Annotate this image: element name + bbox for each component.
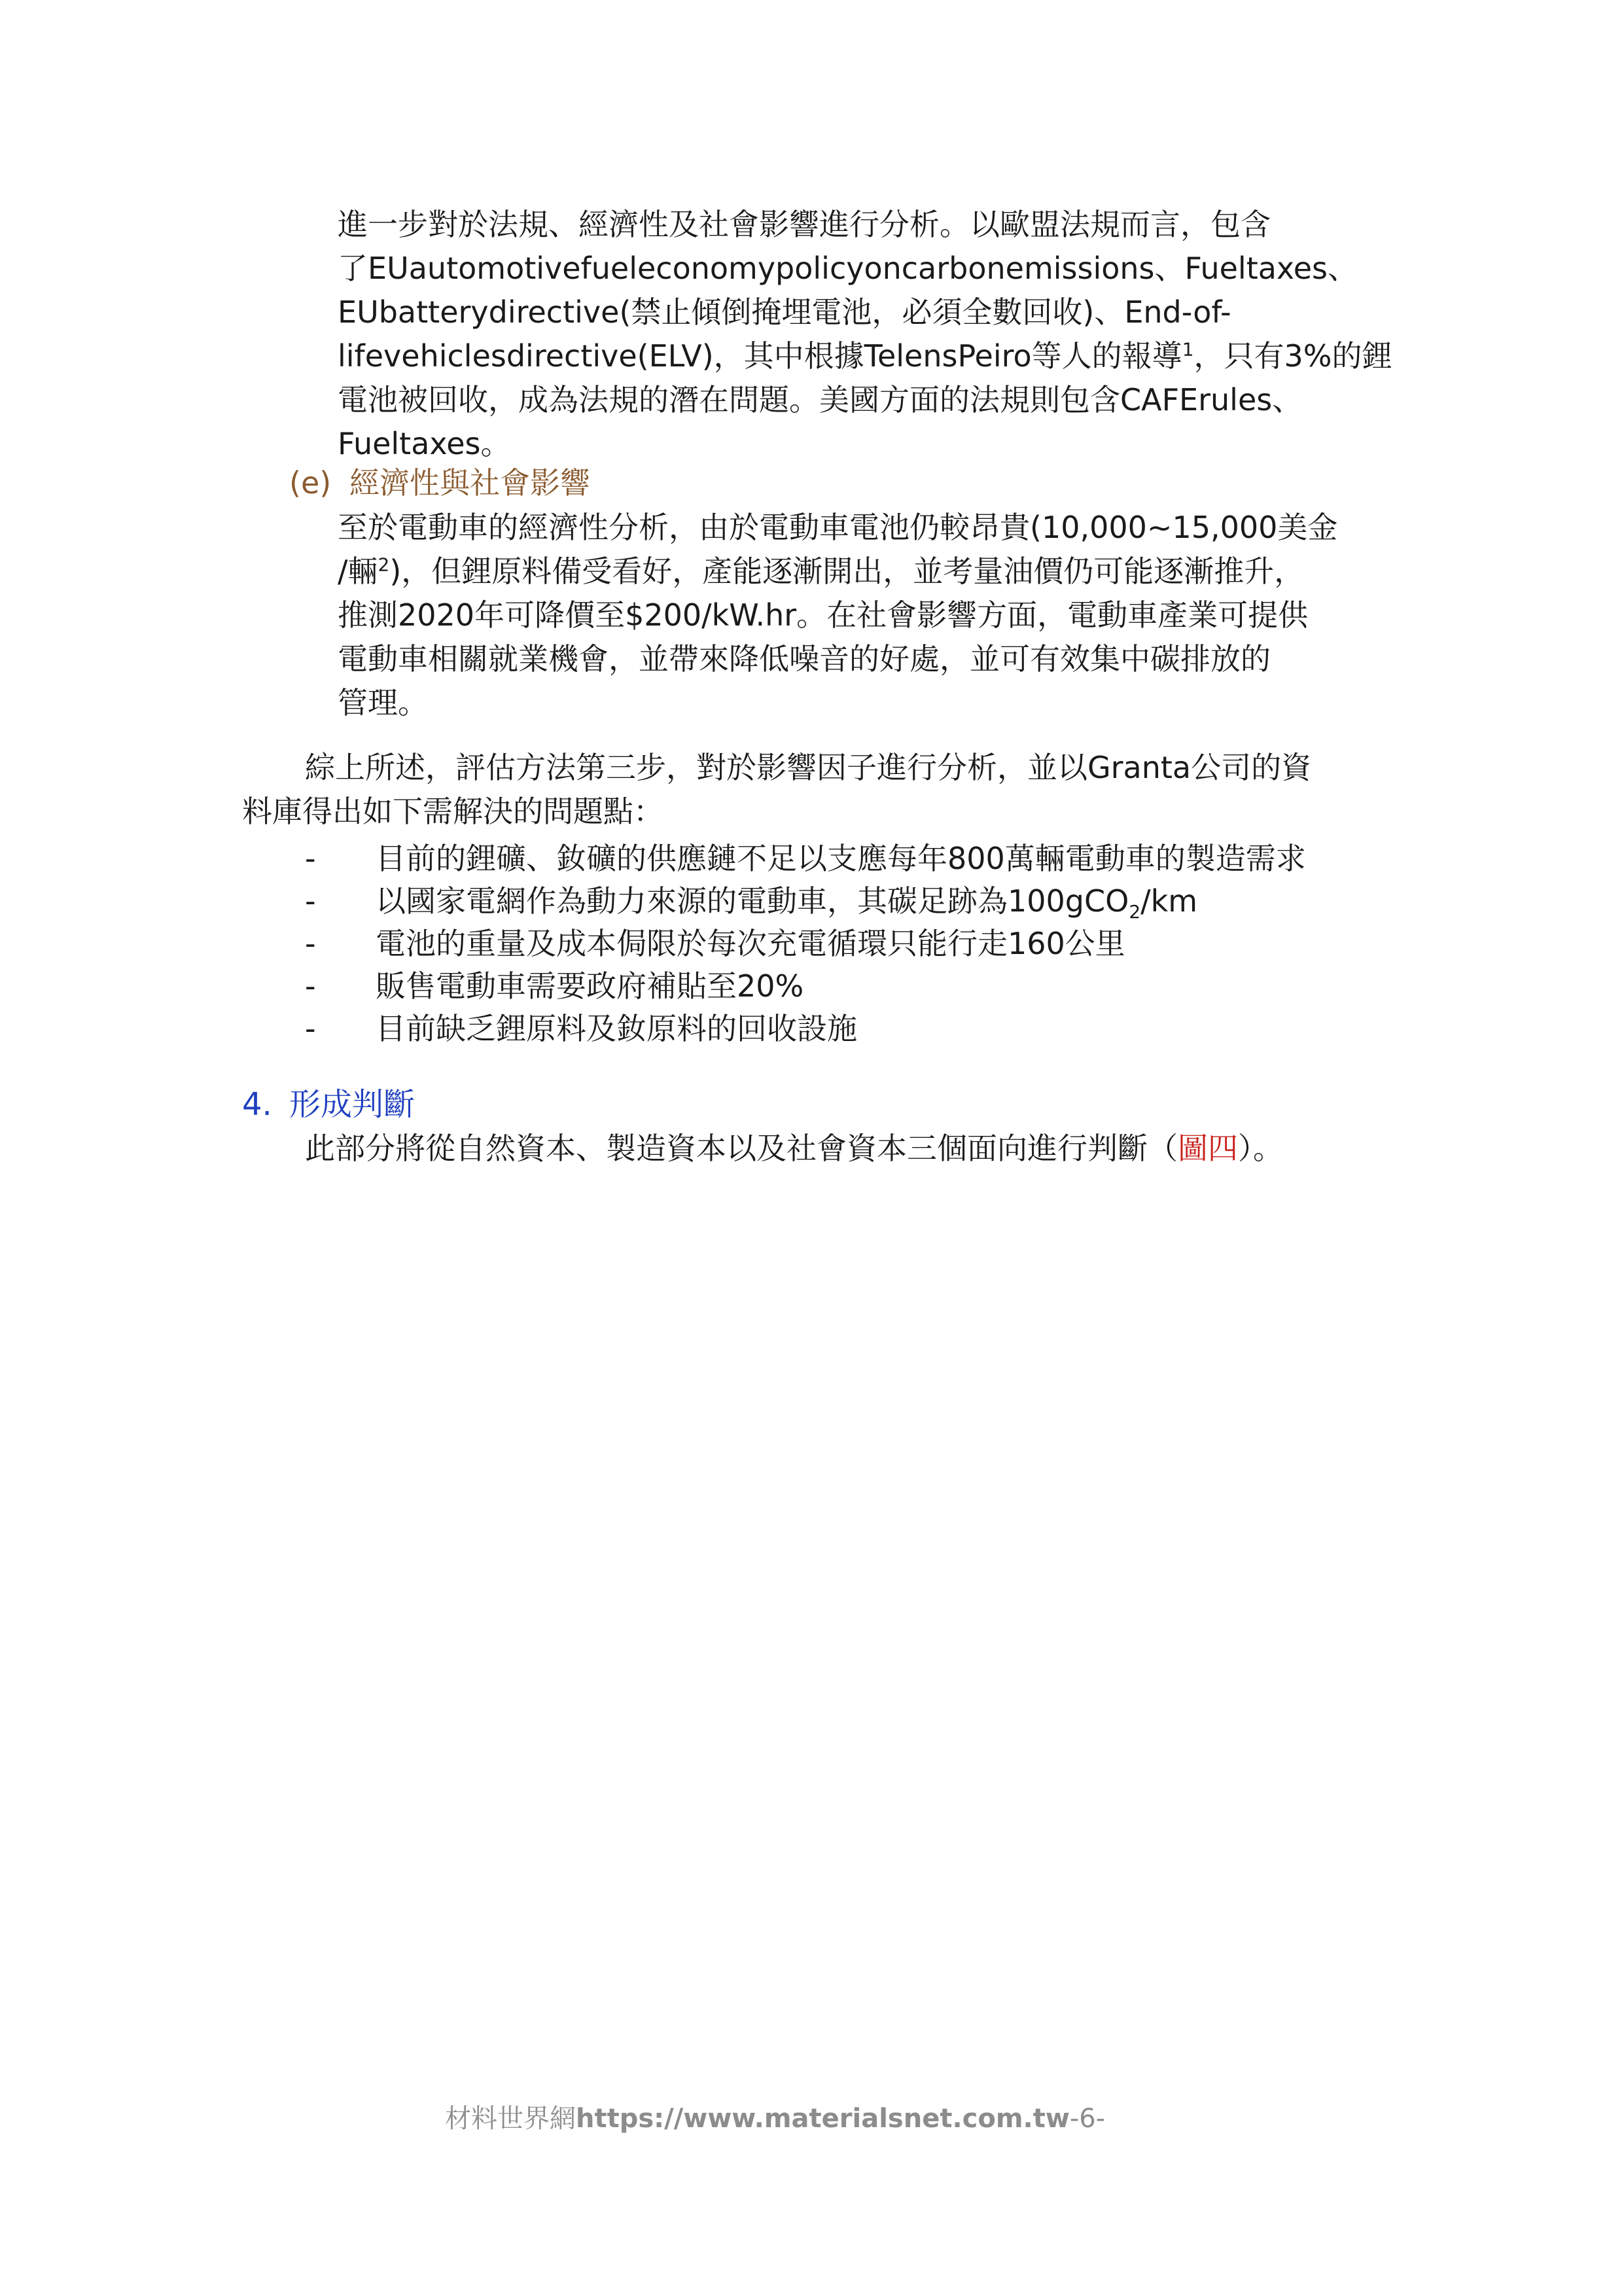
sub-heading-number: (e): [289, 465, 332, 501]
list-item: [305, 965, 1306, 1008]
bullet-dash: -: [305, 1011, 316, 1046]
bullet-dash: -: [305, 926, 316, 961]
issues-list: [305, 838, 1306, 1050]
subscript: 2: [1129, 901, 1141, 923]
text-segment: /輛: [338, 554, 378, 589]
text-line: 進一步對於法規、經濟性及社會影響進行分析。以歐盟法規而言，包含: [338, 207, 1271, 242]
text-segment: 此部分將從自然資本、製造資本以及社會資本三個面向進行判斷（: [305, 1131, 1178, 1166]
bullet-dash: -: [305, 841, 316, 876]
list-item: [305, 1008, 1306, 1050]
list-item-text: 目前缺乏鋰原料及釹原料的回收設施: [376, 1011, 857, 1046]
text-line: [305, 1127, 1283, 1171]
economy-paragraph: [338, 506, 1337, 725]
text-segment: )，但鋰原料備受看好，產能逐漸開出，並考量油價仍可能逐漸推升，: [389, 554, 1305, 589]
text-line: [338, 550, 1337, 593]
summary-paragraph: [242, 746, 1311, 834]
text-segment: ）。: [1238, 1131, 1283, 1166]
footnote-mark[interactable]: 2: [378, 554, 390, 576]
bullet-dash: -: [305, 968, 316, 1004]
text-line: Fueltaxes。: [338, 426, 511, 461]
list-item-text: 電池的重量及成本侷限於每次充電循環只能行走160公里: [376, 926, 1125, 961]
list-item-text: 販售電動車需要政府補貼至20%: [376, 968, 804, 1004]
text-line: 推測2020年可降價至$200/kW.hr。在社會影響方面，電動車產業可提供: [338, 597, 1309, 633]
sub-heading-title: 經濟性與社會影響: [349, 465, 590, 501]
page-footer: [445, 2099, 1105, 2138]
section-heading-title: 形成判斷: [289, 1086, 415, 1123]
text-line: 電動車相關就業機會，並帶來降低噪音的好處，並可有效集中碳排放的: [338, 641, 1271, 677]
text-segment: ，只有3%的鋰: [1193, 338, 1392, 374]
text-line: 料庫得出如下需解決的問題點：: [242, 794, 663, 829]
text-line: EUbatterydirective(禁止傾倒掩埋電池，必須全數回收)、End-of-: [338, 294, 1231, 330]
footnote-mark[interactable]: 1: [1182, 338, 1194, 361]
regulation-paragraph: [338, 203, 1392, 466]
footer-url-link[interactable]: https://www.materialsnet.com.tw: [576, 2104, 1070, 2134]
text-line: [338, 334, 1392, 378]
text-line: 至於電動車的經濟性分析，由於電動車電池仍較昂貴(10,000~15,000美金: [338, 510, 1338, 545]
text-line: 管理。: [338, 685, 428, 720]
list-item: [305, 838, 1306, 880]
footer-page-number: -6-: [1069, 2104, 1106, 2134]
text-line: 了EUautomotivefueleconomypolicyoncarbonemissions、Fueltaxes、: [338, 251, 1358, 286]
text-line: 電池被回收，成為法規的潛在問題。美國方面的法規則包含CAFErules、: [338, 382, 1303, 417]
footer-site-name: 材料世界網: [445, 2104, 576, 2134]
text-line: 綜上所述，評估方法第三步，對於影響因子進行分析，並以Granta公司的資: [305, 750, 1312, 785]
figure-reference-link[interactable]: 圖四: [1178, 1131, 1238, 1166]
list-item-text: 目前的鋰礦、釹礦的供應鏈不足以支應每年800萬輛電動車的製造需求: [376, 841, 1306, 876]
sub-heading-economy: [289, 461, 590, 505]
list-item: [305, 923, 1306, 965]
list-item-text: /km: [1140, 883, 1198, 919]
text-segment: lifevehiclesdirective(ELV)，其中根據TelensPeiro等人的報導: [338, 338, 1182, 374]
list-item-text: 以國家電網作為動力來源的電動車，其碳足跡為100gCO: [376, 883, 1129, 919]
bullet-dash: -: [305, 883, 316, 919]
judgement-paragraph: [305, 1127, 1283, 1171]
section-heading-judgement: [242, 1083, 415, 1127]
section-heading-number: 4.: [242, 1086, 272, 1123]
list-item: [305, 880, 1306, 923]
